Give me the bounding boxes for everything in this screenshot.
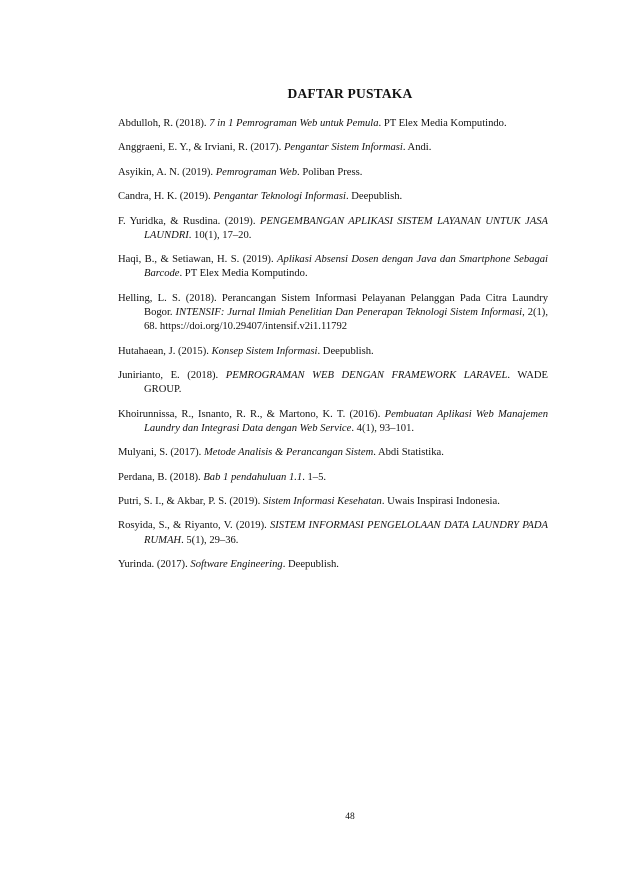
reference-item: F. Yuridka, & Rusdina. (2019). PENGEMBANGAN APLIKASI SISTEM LAYANAN UNTUK JASA LAUNDRI. 10(1), 17–20. xyxy=(118,215,548,241)
reference-item: Yurinda. (2017). Software Engineering. Deepublish. xyxy=(118,558,339,570)
reference-item: Hutahaean, J. (2015). Konsep Sistem Informasi. Deepublish. xyxy=(118,345,374,357)
reference-item: Haqi, B., & Setiawan, H. S. (2019). Aplikasi Absensi Dosen dengan Java dan Smartphone Sebagai Barcode. PT Elex Media Komputindo. xyxy=(118,254,548,280)
reference-item: Anggraeni, E. Y., & Irviani, R. (2017). Pengantar Sistem Informasi. Andi. xyxy=(118,142,432,154)
reference-item: Rosyida, S., & Riyanto, V. (2019). SISTEM INFORMASI PENGELOLAAN DATA LAUNDRY PADA RUMAH. 5(1), 29–36. xyxy=(118,520,548,546)
reference-item: Candra, H. K. (2019). Pengantar Teknologi Informasi. Deepublish. xyxy=(118,191,403,203)
reference-item: Perdana, B. (2018). Bab 1 pendahuluan 1.1. 1–5. xyxy=(118,471,327,483)
reference-item: Asyikin, A. N. (2019). Pemrograman Web. Poliban Press. xyxy=(118,166,363,178)
reference-item: Putri, S. I., & Akbar, P. S. (2019). Sistem Informasi Kesehatan. Uwais Inspirasi Indonesia. xyxy=(118,495,500,507)
reference-item: Abdulloh, R. (2018). 7 in 1 Pemrograman Web untuk Pemula. PT Elex Media Komputindo. xyxy=(118,118,507,129)
page-title: DAFTAR PUSTAKA xyxy=(287,86,413,101)
reference-item: Helling, L. S. (2018). Perancangan Sistem Informasi Pelayanan Pelanggan Pada Citra Laundry Bogor. INTENSIF: Jurnal Ilmiah Penelitian Dan Penerapan Teknologi Sistem Informasi, 2(1), 68. https://doi.org/10.29407/intensif.v2i1.11792 xyxy=(118,292,548,333)
reference-item: Khoirunnissa, R., Isnanto, R. R., & Martono, K. T. (2016). Pembuatan Aplikasi Web Manajemen Laundry dan Integrasi Data dengan Web Service. 4(1), 93–101. xyxy=(118,408,548,434)
page-number: 48 xyxy=(345,812,355,822)
reference-list xyxy=(118,117,548,582)
reference-item: Junirianto, E. (2018). PEMROGRAMAN WEB DENGAN FRAMEWORK LARAVEL. WADE GROUP. xyxy=(118,369,548,396)
reference-item: Mulyani, S. (2017). Metode Analisis & Perancangan Sistem. Abdi Statistika. xyxy=(118,447,444,459)
